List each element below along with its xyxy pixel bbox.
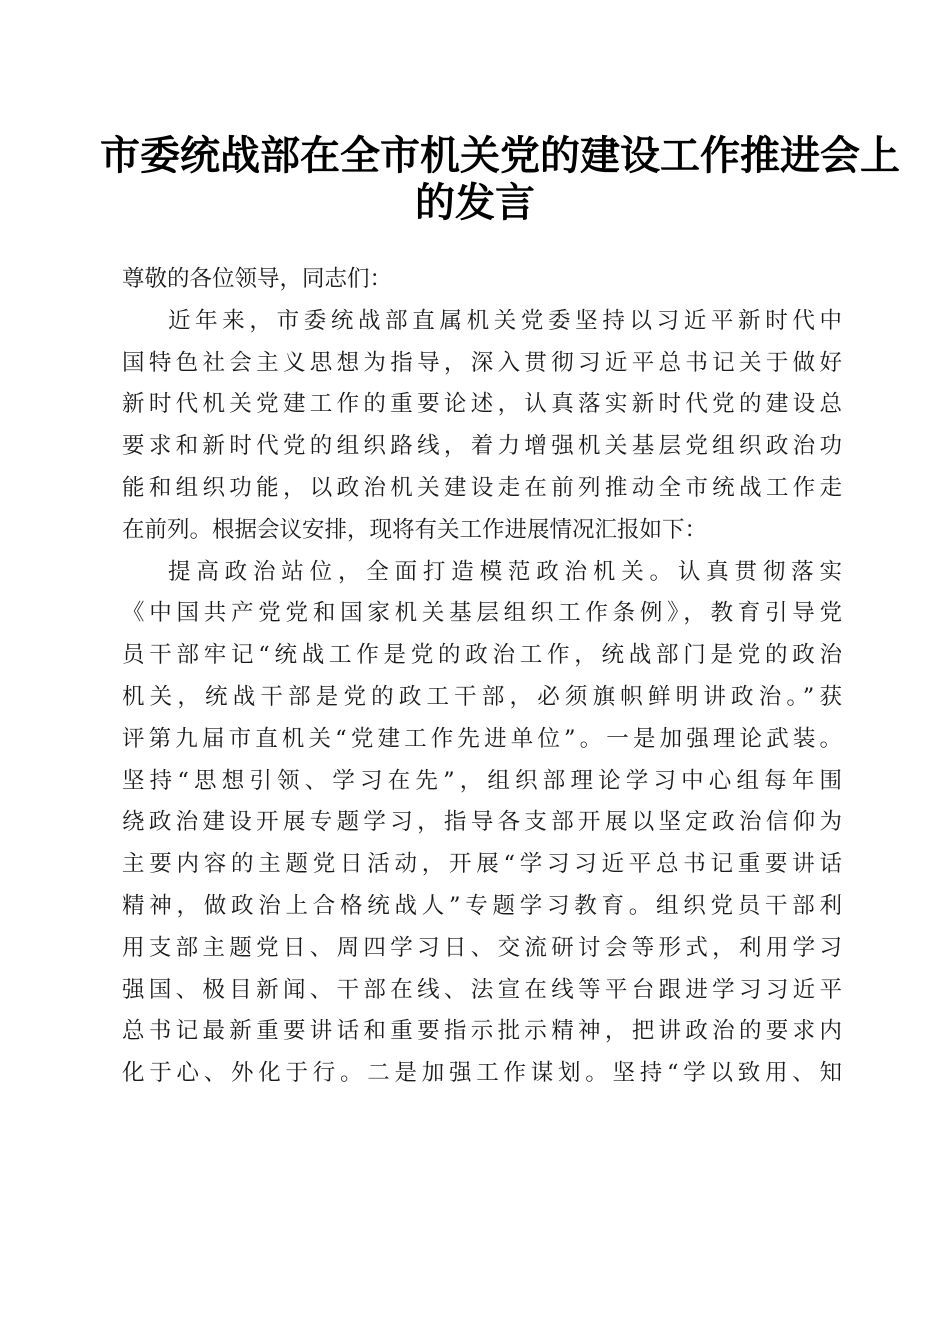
paragraph-line: 坚持“思想引领、学习在先”，组织部理论学习中心组每年围: [122, 767, 842, 794]
paragraph-line: 总书记最新重要讲话和重要指示批示精神，把讲政治的要求内: [122, 1018, 842, 1045]
paragraph-line: 在前列。根据会议安排，现将有关工作进展情况汇报如下：: [122, 516, 708, 543]
paragraph-line: 化于心、外化于行。二是加强工作谋划。坚持“学以致用、知: [122, 1060, 842, 1087]
paragraph-line: 强国、极目新闻、干部在线、法宣在线等平台跟进学习习近平: [122, 976, 842, 1003]
paragraph-line: 新时代机关党建工作的重要论述，认真落实新时代党的建设总: [122, 391, 842, 418]
document-title: [100, 132, 900, 226]
paragraph-line: 评第九届市直机关“党建工作先进单位”。一是加强理论武装。: [122, 725, 842, 752]
title-line-1: 市委统战部在全市机关党的建设工作推进会上: [100, 132, 900, 179]
paragraph-1: [122, 301, 842, 552]
salutation: 尊敬的各位领导，同志们：: [122, 266, 393, 292]
paragraph-line: 绕政治建设开展专题学习，指导各支部开展以坚定政治信仰为: [122, 809, 842, 836]
title-line-2: 的发言: [415, 179, 535, 226]
paragraph-line: 要求和新时代党的组织路线，着力增强机关基层党组织政治功: [122, 433, 842, 460]
paragraph-line: 近年来，市委统战部直属机关党委坚持以习近平新时代中: [168, 307, 842, 334]
paragraph-line: 用支部主题党日、周四学习日、交流研讨会等形式，利用学习: [122, 934, 842, 961]
paragraph-line: 精神，做政治上合格统战人”专题学习教育。组织党员干部利: [122, 892, 842, 919]
paragraph-line: 能和组织功能，以政治机关建设走在前列推动全市统战工作走: [122, 474, 842, 501]
paragraph-line: 提高政治站位，全面打造模范政治机关。认真贯彻落实: [168, 558, 842, 585]
paragraph-line: 主要内容的主题党日活动，开展“学习习近平总书记重要讲话: [122, 851, 842, 878]
paragraph-line: 机关，统战干部是党的政工干部，必须旗帜鲜明讲政治。”获: [122, 683, 842, 710]
paragraph-line: 国特色社会主义思想为指导，深入贯彻习近平总书记关于做好: [122, 349, 842, 376]
paragraph-line: 员干部牢记“统战工作是党的政治工作，统战部门是党的政治: [122, 642, 842, 669]
paragraph-2: [122, 552, 842, 1095]
document-body: [122, 259, 842, 1095]
paragraph-line: 《中国共产党党和国家机关基层组织工作条例》，教育引导党: [122, 600, 842, 627]
